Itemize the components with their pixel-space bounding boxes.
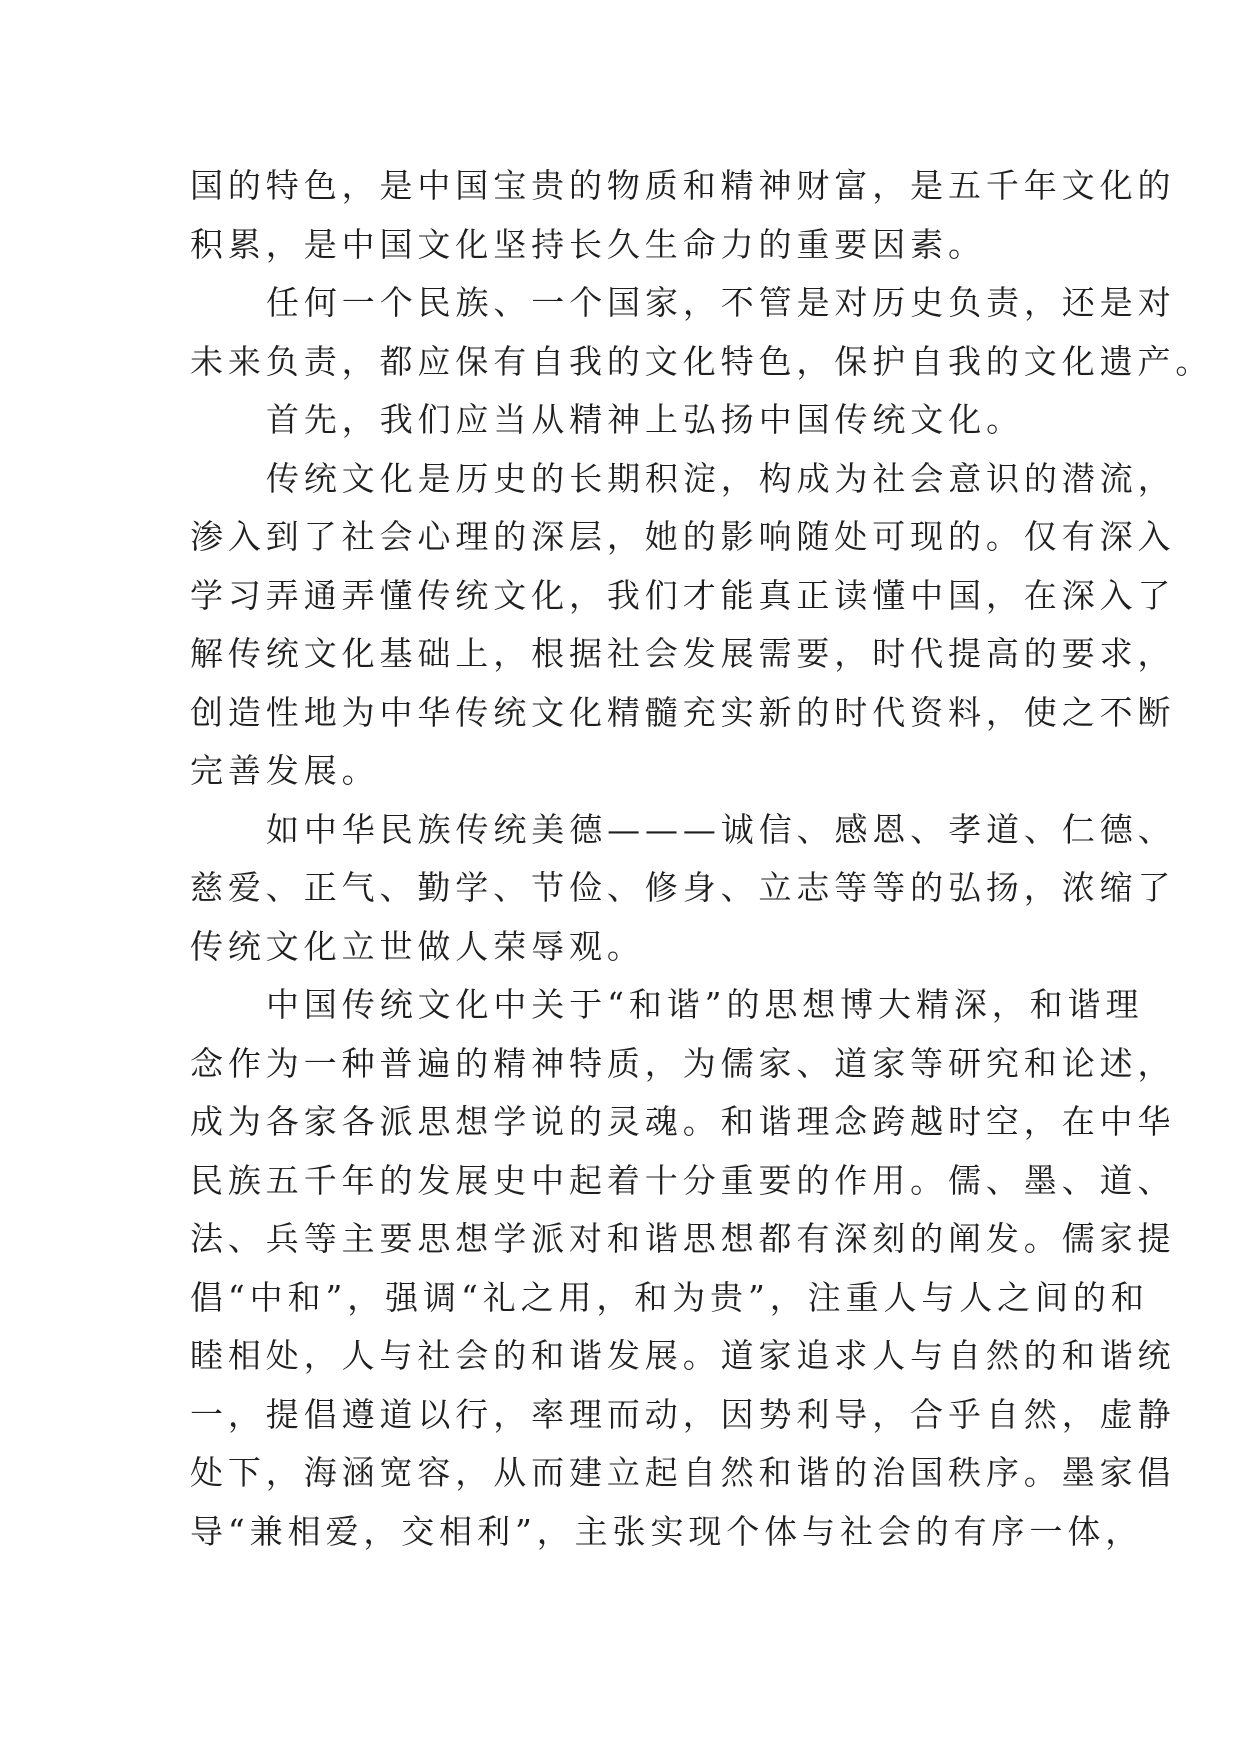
text-line: 国的特色，是中国宝贵的物质和精神财富，是五千年文化的 bbox=[190, 166, 1176, 205]
paragraph-start-line: 如中华民族传统美德———诚信、感恩、孝道、仁德、 bbox=[266, 809, 1176, 849]
text-line: 民族五千年的发展史中起着十分重要的作用。儒、墨、道、 bbox=[190, 1160, 1176, 1200]
text-line: 法、兵等主要思想学派对和谐思想都有深刻的阐发。儒家提 bbox=[190, 1219, 1176, 1258]
paragraph-start-line: 首先，我们应当从精神上弘扬中国传统文化。 bbox=[266, 400, 1024, 439]
text-line: 积累，是中国文化坚持长久生命力的重要因素。 bbox=[190, 224, 986, 264]
text-line: 解传统文化基础上，根据社会发展需要，时代提高的要求， bbox=[190, 634, 1176, 673]
text-line: 处下，海涵宽容，从而建立起自然和谐的治国秩序。墨家倡 bbox=[190, 1453, 1176, 1492]
text-line: 创造性地为中华传统文化精髓充实新的时代资料，使之不断 bbox=[190, 692, 1176, 732]
text-line: 传统文化立世做人荣辱观。 bbox=[190, 926, 645, 966]
text-line: 睦相处，人与社会的和谐发展。道家追求人与自然的和谐统 bbox=[190, 1336, 1176, 1375]
text-line: 一，提倡遵道以行，率理而动，因势利导，合乎自然，虚静 bbox=[190, 1394, 1176, 1434]
paragraph-start-line: 传统文化是历史的长期积淀，构成为社会意识的潜流， bbox=[266, 458, 1176, 498]
text-line: 慈爱、正气、勤学、节俭、修身、立志等等的弘扬，浓缩了 bbox=[190, 868, 1176, 907]
text-line: 念作为一种普遍的精神特质，为儒家、道家等研究和论述， bbox=[190, 1043, 1176, 1083]
text-line: 渗入到了社会心理的深层，她的影响随处可现的。仅有深入 bbox=[190, 517, 1176, 556]
paragraph-start-line: 任何一个民族、一个国家，不管是对历史负责，还是对 bbox=[266, 283, 1176, 322]
text-line: 完善发展。 bbox=[190, 751, 380, 790]
text-line: 成为各家各派思想学说的灵魂。和谐理念跨越时空，在中华 bbox=[190, 1102, 1176, 1141]
text-line: 未来负责，都应保有自我的文化特色，保护自我的文化遗产。 bbox=[190, 341, 1214, 381]
body-text bbox=[190, 157, 1214, 1561]
text-line: 倡“中和”，强调“礼之用，和为贵”，注重人与人之间的和 bbox=[190, 1277, 1149, 1317]
paragraph-start-line: 中国传统文化中关于“和谐”的思想博大精深，和谐理 bbox=[266, 985, 1144, 1024]
text-line: 导“兼相爱，交相利”，主张实现个体与社会的有序一体， bbox=[190, 1511, 1144, 1551]
text-line: 学习弄通弄懂传统文化，我们才能真正读懂中国，在深入了 bbox=[190, 575, 1176, 615]
